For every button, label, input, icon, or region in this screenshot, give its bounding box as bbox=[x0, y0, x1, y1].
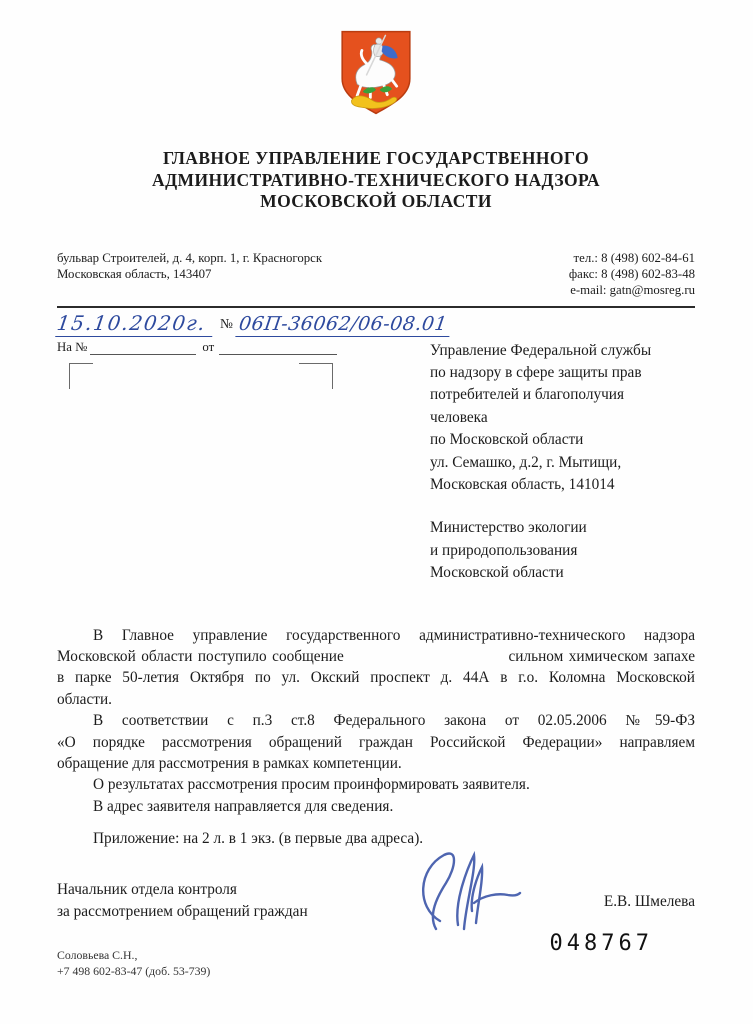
org-title bbox=[57, 148, 695, 213]
body-line: обращение для рассмотрения в рамках компетенции. bbox=[57, 755, 402, 772]
incoming-date-blank bbox=[219, 343, 337, 355]
body-line: В Главное управление государственного административно-технического надзора bbox=[93, 626, 695, 644]
number-sign: № bbox=[219, 315, 233, 331]
na-no-label: На № bbox=[57, 339, 88, 354]
recipient-line: Московской области bbox=[430, 564, 564, 582]
signer-position-line: Начальник отдела контроля bbox=[57, 880, 237, 898]
incoming-number-blank bbox=[90, 343, 196, 355]
org-title-line: ГЛАВНОЕ УПРАВЛЕНИЕ ГОСУДАРСТВЕННОГО bbox=[162, 148, 590, 168]
org-address bbox=[57, 250, 322, 282]
letterhead-info-row bbox=[57, 250, 695, 298]
org-contact-line: e-mail: gatn@mosreg.ru bbox=[570, 282, 695, 297]
recipient-line: ул. Семашко, д.2, г. Мытищи, bbox=[430, 453, 622, 471]
executor-phone: +7 498 602-83-47 (доб. 53-739) bbox=[57, 964, 211, 979]
address-zone-corner-marks bbox=[69, 363, 333, 391]
recipient-line: Московская область, 141014 bbox=[430, 475, 615, 493]
recipient-line: потребителей и благополучия bbox=[430, 386, 625, 404]
recipient-line: и природопользования bbox=[430, 541, 578, 559]
org-address-line: Московская область, 143407 bbox=[57, 266, 212, 281]
executor-name: Соловьева С.Н., bbox=[57, 947, 138, 962]
recipients-column bbox=[430, 340, 695, 585]
org-title-line: МОСКОВСКОЙ ОБЛАСТИ bbox=[260, 191, 492, 211]
body-line: «О порядке рассмотрения обращений граждан Российской Федерации» направляем bbox=[57, 733, 695, 751]
body-line: области. bbox=[57, 690, 112, 708]
corner-mark-left-icon bbox=[69, 363, 93, 389]
registration-stamp-number: 048767 bbox=[549, 930, 653, 956]
reference-row bbox=[57, 309, 695, 340]
recipient-line: по надзору в сфере защиты прав bbox=[430, 363, 642, 381]
recipient-line: по Московской области bbox=[430, 431, 584, 449]
handwritten-date: 15.10.2020г. bbox=[55, 311, 216, 337]
signer-name: Е.В. Шмелева bbox=[603, 892, 695, 910]
recipient-line: Управление Федеральной службы bbox=[430, 341, 652, 359]
body-line: О результатах рассмотрения просим проинформировать заявителя. bbox=[93, 776, 530, 794]
moscow-oblast-coat-of-arms-icon bbox=[323, 26, 429, 120]
signer-position bbox=[57, 879, 308, 923]
requisites-column bbox=[57, 340, 430, 391]
org-title-line: АДМИНИСТРАТИВНО-ТЕХНИЧЕСКОГО НАДЗОРА bbox=[152, 169, 600, 190]
corner-mark-right-icon bbox=[299, 363, 333, 389]
divider-line bbox=[57, 306, 695, 308]
incoming-reference-row bbox=[57, 340, 430, 355]
recipient-line: Министерство экологии bbox=[430, 519, 587, 537]
signature-block bbox=[57, 879, 695, 923]
signature-autograph-icon bbox=[406, 845, 522, 939]
recipient-block-rospotrebnadzor bbox=[430, 340, 695, 497]
recipient-block-ministry bbox=[430, 517, 695, 584]
body-line: В соответствии с п.3 ст.8 Федерального закона от 02.05.2006 №59-ФЗ bbox=[93, 712, 695, 730]
bottom-row bbox=[57, 931, 695, 980]
org-contact-line: тел.: 8 (498) 602-84-61 bbox=[573, 250, 695, 265]
attachment-line: Приложение: на 2 л. в 1 экз. (в первые два адреса). bbox=[93, 830, 424, 848]
body-line: в парке 50-летия Октября по ул. Окский проспект д. 44А в г.о. Коломна Московской bbox=[57, 669, 695, 687]
letter-body bbox=[57, 625, 695, 818]
recipient-line: человека bbox=[430, 408, 488, 426]
body-line: Московской области поступило сообщение сильном химическом запахе bbox=[57, 647, 695, 665]
org-contacts bbox=[569, 250, 695, 298]
org-contact-line: факс: 8 (498) 602-83-48 bbox=[568, 266, 695, 281]
handwritten-outgoing-number: 06П-36062/06-08.01 bbox=[235, 313, 452, 337]
ot-label: от bbox=[202, 339, 215, 354]
requisites-and-recipients bbox=[57, 340, 695, 585]
signer-position-line: за рассмотрением обращений граждан bbox=[57, 902, 308, 920]
coat-of-arms-svg bbox=[323, 26, 429, 120]
body-line: В адрес заявителя направляется для сведения. bbox=[93, 797, 394, 815]
executor-info bbox=[57, 931, 210, 980]
org-address-line: бульвар Строителей, д. 4, корп. 1, г. Красногорск bbox=[57, 250, 323, 265]
